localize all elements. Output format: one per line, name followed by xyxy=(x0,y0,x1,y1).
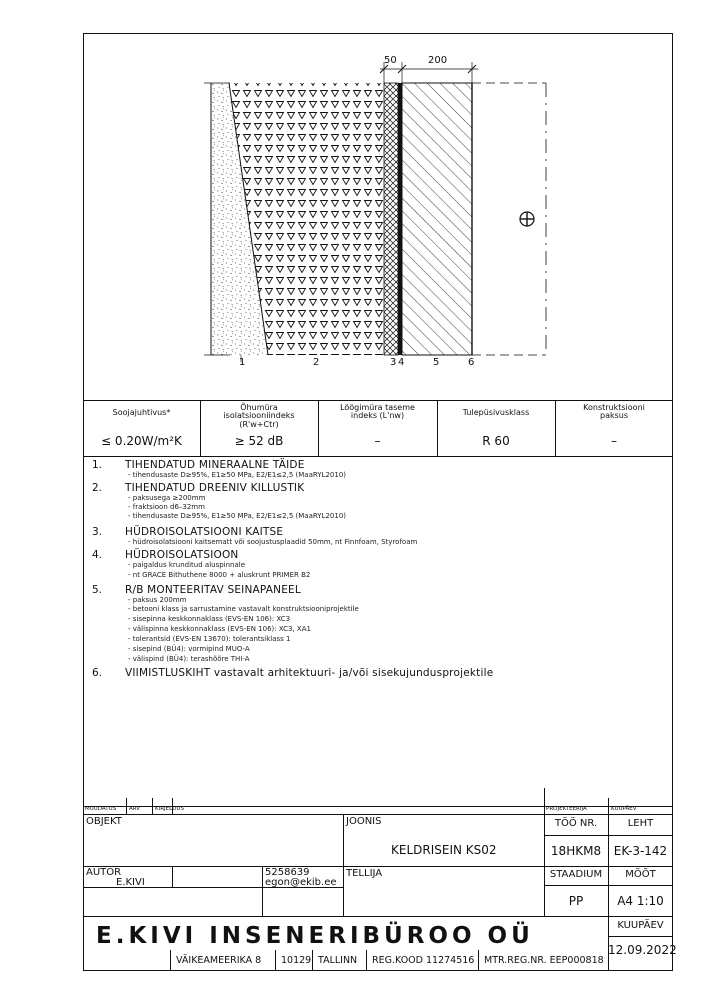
kuupaev-label: KUUPÄEV xyxy=(617,920,664,931)
layer-num: 4. xyxy=(92,549,103,561)
layer-number: 2 xyxy=(313,357,320,368)
address-regcode: REG.KOOD 11274516 xyxy=(372,955,475,966)
layer-note: - sisepind (BÜ4): vormipind MUO-A xyxy=(128,645,250,653)
rev-kuupaev: KUUPÄEV xyxy=(611,806,637,812)
divider xyxy=(83,400,673,401)
layer-title: R/B MONTEERITAV SEINAPANEEL xyxy=(125,584,301,596)
layer-title: TIHENDATUD MINERAALNE TÄIDE xyxy=(125,459,305,471)
prop-value: – xyxy=(374,434,381,448)
prop-value: R 60 xyxy=(482,434,510,448)
layer-num: 1. xyxy=(92,459,103,471)
layer-num: 3. xyxy=(92,526,103,538)
layer-note: - paigaldus krunditud aluspinnale xyxy=(128,561,246,569)
staadium-value: PP xyxy=(568,894,584,908)
layer-title: VIIMISTLUSKIHT vastavalt arhitektuuri- ja/või sisekujundusprojektile xyxy=(125,667,494,679)
layer-4-fill xyxy=(398,83,402,355)
layer-note: - tihendusaste D≥95%, E1≥50 MPa, E2/E1≤2,5 (MaaRYL2010) xyxy=(128,471,347,479)
layer-title: TIHENDATUD DREENIV KILLUSTIK xyxy=(125,482,305,494)
prop-header: Löögimüra taseme indeks (L'nw) xyxy=(340,403,415,421)
layer-number: 4 xyxy=(398,357,405,368)
too-nr-value: 18HKM8 xyxy=(550,844,602,858)
layer-title: HÜDROISOLATSIOON xyxy=(125,549,239,561)
address-mtr: MTR.REG.NR. EEP000818 xyxy=(484,955,604,966)
autor-value: E.KIVI xyxy=(116,877,145,888)
moot-label: MÕÕT xyxy=(625,869,656,880)
layer-note: - hüdroisolatsiooni kaitsematt või soojustusplaadid 50mm, nt Finnfoam, Styrofoam xyxy=(128,538,418,546)
tellija-label: TELLIJA xyxy=(346,868,383,879)
autor-label: AUTOR xyxy=(86,867,122,878)
phone: 5258639 xyxy=(265,867,310,878)
prop-value: ≤ 0.20W/m²K xyxy=(101,434,182,448)
interior-symbol-icon xyxy=(520,212,534,226)
layer-note: - välispind (BÜ4): terashõõre THI-A xyxy=(128,655,250,663)
prop-header: Tulepüsivusklass xyxy=(462,408,530,417)
layer-number: 3 xyxy=(390,357,397,368)
layer-note: - tolerantsid (EVS-EN 13670): tolerantsiklass 1 xyxy=(128,635,291,643)
staadium-label: STAADIUM xyxy=(549,869,603,880)
address-city: TALLINN xyxy=(318,955,358,966)
layer-3-fill xyxy=(384,83,398,355)
layer-note: - tihendusaste D≥95%, E1≥50 MPa, E2/E1≤2,5 (MaaRYL2010) xyxy=(128,512,347,520)
prop-header: Konstruktsiooni paksus xyxy=(583,403,645,421)
layer-title: HÜDROISOLATSIOONI KAITSE xyxy=(125,526,284,538)
layer-note: - sisepinna keskkonnaklass (EVS-EN 106): XC3 xyxy=(128,615,291,623)
rev-kirjeldus: KIRJELDUS xyxy=(155,806,184,812)
joonis-value: KELDRISEIN KS02 xyxy=(391,843,497,857)
rev-muudatus: MUUDATUS xyxy=(85,806,117,812)
prop-header: Soojajuhtivus* xyxy=(112,408,171,417)
layer-note: - betooni klass ja sarrustamine vastavalt konstruktsiooniprojektile xyxy=(128,605,359,613)
address-zip: 10129 xyxy=(281,955,312,966)
layer-num: 5. xyxy=(92,584,103,596)
layer-note: - välispinna keskkonnaklass (EVS-EN 106): XC3, XA1 xyxy=(128,625,311,633)
layer-num: 6. xyxy=(92,667,103,679)
kuupaev-value: 12.09.2022 xyxy=(608,943,677,957)
layer-note: - paksus 200mm xyxy=(128,596,187,604)
prop-value: ≥ 52 dB xyxy=(234,434,284,448)
objekt-label: OBJEKT xyxy=(86,816,122,827)
moot-value: A4 1:10 xyxy=(617,894,664,908)
layer-5-fill xyxy=(402,83,472,355)
prop-header: Õhumüra isolatsiooniindeks (R'w+Ctr) xyxy=(223,403,295,429)
divider xyxy=(83,456,673,457)
layer-note: - fraktsioon d6–32mm xyxy=(128,503,205,511)
layer-number: 1 xyxy=(239,357,246,368)
leht-label: LEHT xyxy=(627,818,654,829)
layer-number: 6 xyxy=(468,357,475,368)
layer-number: 5 xyxy=(433,357,440,368)
email: egon@ekib.ee xyxy=(265,877,337,888)
too-nr-label: TÖÖ NR. xyxy=(554,818,598,829)
layer-note: - paksusega ≥200mm xyxy=(128,494,206,502)
rev-arv: ARV xyxy=(129,806,141,812)
joonis-label: JOONIS xyxy=(346,816,382,827)
rev-projekteerija: PROJEKTEERIJA xyxy=(546,806,587,812)
prop-value: – xyxy=(611,434,617,448)
address-street: VÄIKEAMEERIKA 8 xyxy=(176,955,262,966)
dim-left: 50 xyxy=(384,55,397,66)
wall-section-drawing xyxy=(0,0,706,400)
dim-right: 200 xyxy=(428,55,448,66)
company-name: E.KIVI INSENERIBÜROO OÜ xyxy=(96,923,534,949)
layer-note: - nt GRACE Bithuthene 8000 + aluskrunt PRIMER B2 xyxy=(128,571,311,579)
layer-num: 2. xyxy=(92,482,103,494)
leht-value: EK-3-142 xyxy=(613,844,668,858)
